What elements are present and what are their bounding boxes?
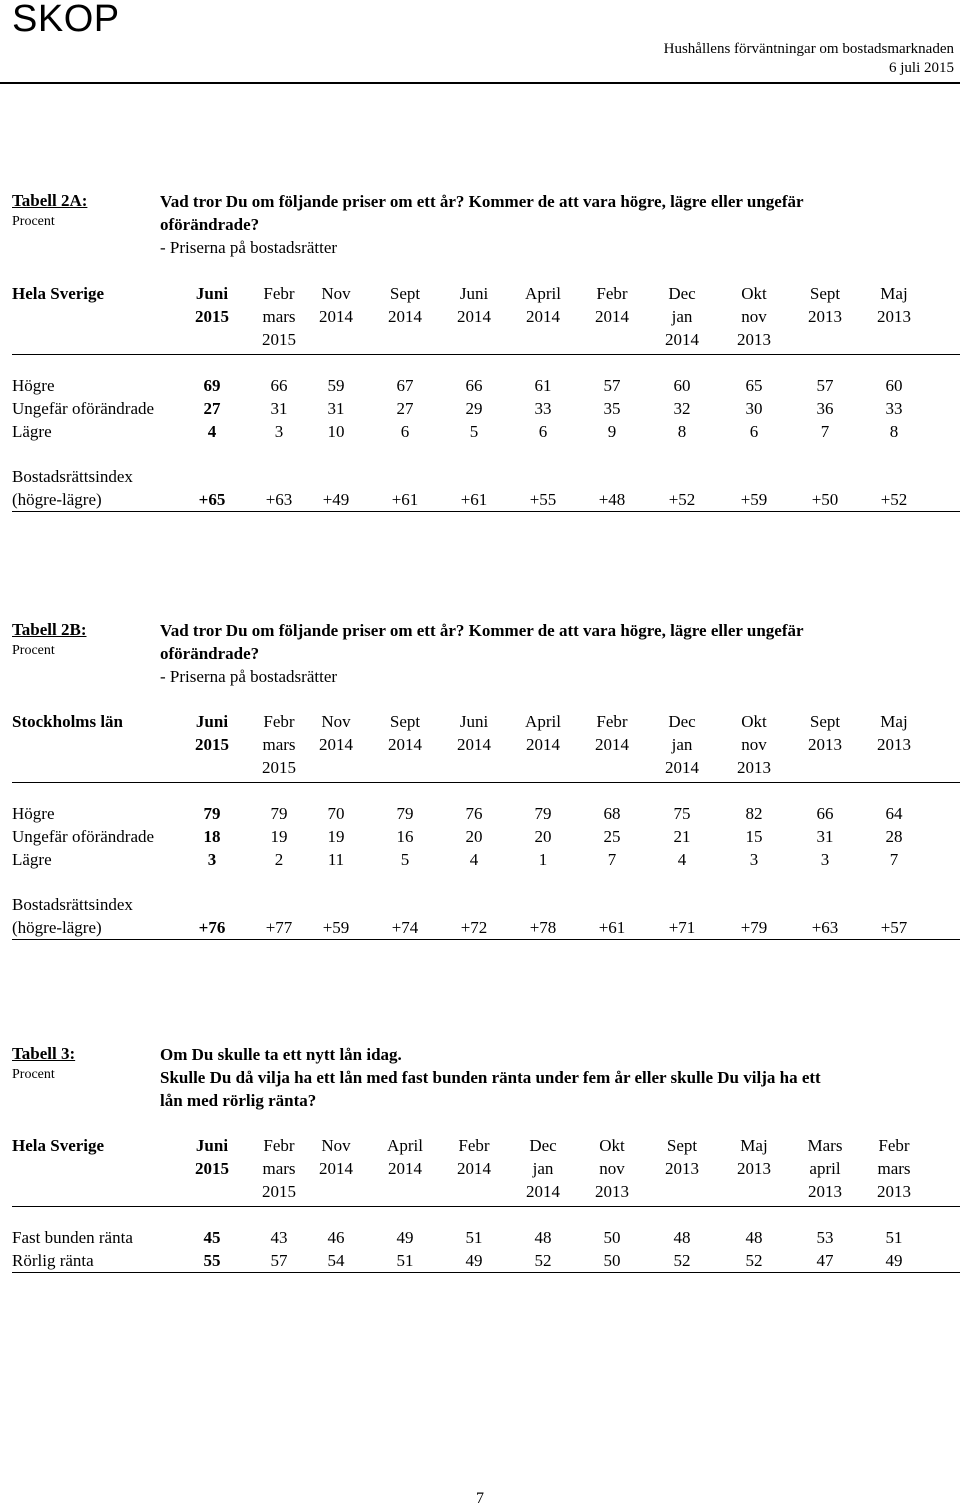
index-label: (högre-lägre): [12, 490, 102, 509]
column-header: [304, 282, 368, 351]
table-cell: 4: [677, 850, 687, 869]
table-cell: 79: [270, 804, 288, 823]
table-cell: 3: [820, 850, 830, 869]
table-cell: 9: [607, 422, 617, 441]
report-date: 6 juli 2015: [888, 60, 954, 76]
table-cell: 53: [816, 1228, 834, 1247]
table-cell: 7: [820, 422, 830, 441]
table-label: Tabell 3:: [12, 1044, 76, 1063]
table-cell: 57: [603, 376, 621, 395]
column-header-line: Nov: [321, 284, 351, 303]
column-header-line: Febr: [263, 284, 295, 303]
question-line: Vad tror Du om följande priser om ett år? Kommer de att vara högre, lägre eller ungefär: [160, 621, 804, 640]
index-row-label: [12, 465, 960, 488]
table-cell: 3: [749, 850, 759, 869]
column-header-line: 2013: [665, 1159, 699, 1178]
table-cell: 19: [270, 827, 288, 846]
table-cell: 52: [745, 1251, 763, 1270]
table-cell: 60: [885, 376, 903, 395]
table-cell: 60: [673, 376, 691, 395]
column-header-line: 2015: [262, 330, 296, 349]
table-cell: 29: [465, 399, 483, 418]
column-header: [722, 1134, 786, 1203]
table-cell: 11: [327, 850, 345, 869]
index-cell: +72: [460, 918, 488, 937]
column-header-line: [793, 328, 857, 351]
column-header-line: Mars: [807, 1136, 843, 1155]
column-header-line: [793, 756, 857, 779]
index-cell: +78: [529, 918, 557, 937]
table-cell: 46: [327, 1228, 345, 1247]
table-label: Tabell 2B:: [12, 620, 87, 639]
column-header: [247, 710, 311, 779]
column-header-line: [304, 756, 368, 779]
column-header-line: april: [809, 1159, 841, 1178]
table-bottom-rule: [12, 511, 960, 512]
header-rule: [0, 82, 960, 84]
column-header: [373, 710, 437, 779]
index-cell: +61: [391, 490, 419, 509]
index-cell: +59: [322, 918, 350, 937]
column-header: [511, 1134, 575, 1203]
column-header-line: 2014: [319, 307, 353, 326]
column-header-line: 2015: [195, 307, 229, 326]
column-header-line: mars: [877, 1159, 911, 1178]
table-header: [12, 710, 960, 783]
table-cell: 31: [270, 399, 288, 418]
table-cell: 6: [400, 422, 410, 441]
column-header: [247, 1134, 311, 1203]
table-cell: 49: [465, 1251, 483, 1270]
column-header: [793, 710, 857, 779]
index-cell: +63: [265, 490, 293, 509]
table-cell: 3: [207, 850, 217, 869]
column-header-line: nov: [741, 307, 767, 326]
column-header-line: Sept: [809, 284, 841, 303]
index-cell: +52: [668, 490, 696, 509]
table-cell: 20: [534, 827, 552, 846]
column-header-line: Juni: [195, 1136, 229, 1155]
column-header-line: mars: [262, 307, 296, 326]
column-header-line: [180, 1180, 244, 1203]
index-cell: +77: [265, 918, 293, 937]
index-label: Bostadsrättsindex: [12, 895, 133, 914]
index-cell: +49: [322, 490, 350, 509]
column-header-line: 2013: [808, 307, 842, 326]
column-header: [862, 1134, 926, 1203]
column-header-line: Sept: [666, 1136, 698, 1155]
column-header-line: Febr: [596, 712, 628, 731]
table-cell: 52: [673, 1251, 691, 1270]
table-cell: 48: [745, 1228, 763, 1247]
column-header-line: 2013: [877, 1182, 911, 1201]
question-line: lån med rörlig ränta?: [160, 1091, 317, 1110]
column-header: [304, 1134, 368, 1203]
column-header: [442, 282, 506, 351]
index-cell: +63: [811, 918, 839, 937]
column-header-line: 2014: [388, 1159, 422, 1178]
column-header: [862, 282, 926, 351]
column-header-line: 2013: [877, 735, 911, 754]
column-header-line: 2014: [319, 735, 353, 754]
column-header-line: 2013: [737, 330, 771, 349]
table-cell: 7: [889, 850, 899, 869]
column-header-line: 2014: [457, 307, 491, 326]
column-header: [862, 710, 926, 779]
question-line: Skulle Du då vilja ha ett lån med fast bunden ränta under fem år eller skulle Du vilja ha ett: [160, 1068, 821, 1087]
table-cell: 33: [885, 399, 903, 418]
column-header-line: 2014: [457, 735, 491, 754]
column-header: [650, 710, 714, 779]
column-header: [650, 282, 714, 351]
table-cell: 4: [469, 850, 479, 869]
table-cell: 66: [270, 376, 288, 395]
column-header-line: Dec: [668, 284, 696, 303]
index-cell: +50: [811, 490, 839, 509]
column-header-line: 2014: [665, 330, 699, 349]
index-cell: +61: [598, 918, 626, 937]
table-cell: 65: [745, 376, 763, 395]
index-cell: +48: [598, 490, 626, 509]
column-header-line: [180, 756, 244, 779]
column-header-line: mars: [262, 735, 296, 754]
index-cell: +71: [668, 918, 696, 937]
table-cell: 43: [270, 1228, 288, 1247]
column-header-line: [304, 328, 368, 351]
column-header-line: jan: [671, 307, 693, 326]
table-cell: 68: [603, 804, 621, 823]
index-cell: +55: [529, 490, 557, 509]
table-cell: 48: [534, 1228, 552, 1247]
column-header-line: 2014: [526, 307, 560, 326]
column-header-line: Maj: [880, 712, 908, 731]
column-header-line: Okt: [741, 712, 767, 731]
column-header: [650, 1134, 714, 1203]
column-header: [442, 710, 506, 779]
column-header: [180, 282, 244, 351]
region-label: Hela Sverige: [12, 1136, 105, 1155]
index-cell: +65: [198, 490, 226, 509]
column-header-line: [373, 328, 437, 351]
column-header-line: Juni: [195, 284, 229, 303]
column-header-line: 2015: [262, 1182, 296, 1201]
column-header-line: Dec: [529, 1136, 557, 1155]
table-cell: 82: [745, 804, 763, 823]
column-header-line: Febr: [263, 712, 295, 731]
table-cell: 19: [327, 827, 345, 846]
table-header: [12, 282, 960, 355]
column-header-line: April: [525, 712, 561, 731]
column-header-line: Dec: [668, 712, 696, 731]
table-cell: 10: [327, 422, 345, 441]
table-cell: 18: [203, 827, 221, 846]
column-header: [373, 282, 437, 351]
table-cell: 20: [465, 827, 483, 846]
column-header: [304, 710, 368, 779]
table-cell: 45: [203, 1228, 221, 1247]
column-header-line: 2015: [195, 1159, 229, 1178]
region-label: Stockholms län: [12, 712, 123, 731]
column-header-line: 2014: [457, 1159, 491, 1178]
column-header-line: 2013: [808, 735, 842, 754]
report-header: [664, 40, 954, 78]
row-label: Lägre: [12, 422, 52, 441]
column-header-line: jan: [671, 735, 693, 754]
row-label: Ungefär oförändrade: [12, 399, 155, 418]
column-header-line: April: [525, 284, 561, 303]
index-cell: +79: [740, 918, 768, 937]
row-label: Ungefär oförändrade: [12, 827, 155, 846]
table-cell: 48: [673, 1228, 691, 1247]
column-header-line: [304, 1180, 368, 1203]
column-header-line: [862, 328, 926, 351]
table-cell: 25: [603, 827, 621, 846]
column-header-line: 2014: [595, 307, 629, 326]
column-header-line: Maj: [740, 1136, 768, 1155]
index-row: [12, 488, 960, 511]
question-line: oförändrade?: [160, 644, 260, 663]
table-cell: 57: [270, 1251, 288, 1270]
column-header: [580, 282, 644, 351]
table-cell: 50: [603, 1251, 621, 1270]
column-header-line: [511, 756, 575, 779]
column-header: [580, 710, 644, 779]
question-subject: - Priserna på bostadsrätter: [160, 667, 338, 686]
index-cell: +59: [740, 490, 768, 509]
column-header-line: 2015: [262, 758, 296, 777]
table-row: [12, 397, 960, 420]
table-cell: 30: [745, 399, 763, 418]
table-cell: 8: [889, 422, 899, 441]
table-cell: 32: [673, 399, 691, 418]
question-line: oförändrade?: [160, 215, 260, 234]
index-cell: +61: [460, 490, 488, 509]
column-header: [511, 282, 575, 351]
table-cell: 66: [816, 804, 834, 823]
index-cell: +76: [198, 918, 226, 937]
column-header: [180, 1134, 244, 1203]
table-cell: 52: [534, 1251, 552, 1270]
table-cell: 49: [396, 1228, 414, 1247]
column-header-line: 2013: [737, 1159, 771, 1178]
table-cell: 51: [465, 1228, 483, 1247]
region-label: Hela Sverige: [12, 284, 105, 303]
table-cell: 31: [816, 827, 834, 846]
column-header-line: [580, 756, 644, 779]
table-row: [12, 420, 960, 443]
index-cell: +74: [391, 918, 419, 937]
table-cell: 6: [538, 422, 548, 441]
column-header-line: [650, 1180, 714, 1203]
column-header-line: Febr: [458, 1136, 490, 1155]
table-cell: 27: [396, 399, 414, 418]
question-subject: - Priserna på bostadsrätter: [160, 238, 338, 257]
column-header-line: [580, 328, 644, 351]
column-header-line: Okt: [741, 284, 767, 303]
table-cell: 79: [396, 804, 414, 823]
table-cell: 59: [327, 376, 345, 395]
column-header-line: Febr: [596, 284, 628, 303]
table-cell: 49: [885, 1251, 903, 1270]
column-header: [793, 282, 857, 351]
table-cell: 51: [885, 1228, 903, 1247]
column-header-line: 2015: [195, 735, 229, 754]
table-cell: 15: [745, 827, 763, 846]
column-header-line: 2014: [526, 1182, 560, 1201]
column-header-line: Nov: [321, 1136, 351, 1155]
column-header: [793, 1134, 857, 1203]
column-header-line: Okt: [599, 1136, 625, 1155]
column-header-line: April: [387, 1136, 423, 1155]
page-number: 7: [476, 1490, 484, 1507]
column-header-line: [373, 1180, 437, 1203]
column-header-line: Juni: [459, 284, 489, 303]
table-row: [12, 1226, 960, 1249]
table-cell: 4: [207, 422, 217, 441]
table-cell: 28: [885, 827, 903, 846]
table-cell: 21: [673, 827, 691, 846]
column-header-line: Sept: [389, 284, 421, 303]
column-header: [442, 1134, 506, 1203]
table-cell: 3: [274, 422, 284, 441]
column-header-line: nov: [599, 1159, 625, 1178]
table-cell: 76: [465, 804, 483, 823]
table-cell: 70: [327, 804, 345, 823]
row-label: Högre: [12, 804, 55, 823]
table-row: [12, 848, 960, 871]
skop-logo: SKOP: [12, 0, 120, 40]
column-header-line: 2013: [808, 1182, 842, 1201]
column-header: [180, 710, 244, 779]
column-header-line: 2014: [388, 735, 422, 754]
column-header-line: [180, 328, 244, 351]
table-cell: 7: [607, 850, 617, 869]
table-cell: 66: [465, 376, 483, 395]
index-cell: +52: [880, 490, 908, 509]
column-header-line: [862, 756, 926, 779]
table-question: [160, 190, 950, 259]
column-header-line: Sept: [389, 712, 421, 731]
table-question: [160, 619, 950, 688]
column-header-line: [373, 756, 437, 779]
table-cell: 6: [749, 422, 759, 441]
table-cell: 64: [885, 804, 903, 823]
column-header-line: [442, 756, 506, 779]
table-unit: Procent: [12, 1067, 55, 1082]
column-header-line: 2014: [595, 735, 629, 754]
column-header-line: 2013: [877, 307, 911, 326]
column-header-line: 2014: [526, 735, 560, 754]
row-label: Fast bunden ränta: [12, 1228, 133, 1247]
table-bottom-rule: [12, 1272, 960, 1273]
table-cell: 36: [816, 399, 834, 418]
table-unit: Procent: [12, 214, 55, 229]
table-cell: 27: [203, 399, 221, 418]
table-cell: 69: [203, 376, 221, 395]
table-cell: 54: [327, 1251, 345, 1270]
table-cell: 8: [677, 422, 687, 441]
table-cell: 51: [396, 1251, 414, 1270]
column-header-line: 2014: [388, 307, 422, 326]
question-line: Vad tror Du om följande priser om ett år? Kommer de att vara högre, lägre eller ungefär: [160, 192, 804, 211]
column-header-line: 2014: [665, 758, 699, 777]
row-label: Högre: [12, 376, 55, 395]
index-row: [12, 916, 960, 939]
column-header-line: Juni: [459, 712, 489, 731]
table-cell: 33: [534, 399, 552, 418]
index-row-label: [12, 893, 960, 916]
row-label: Lägre: [12, 850, 52, 869]
column-header-line: 2014: [319, 1159, 353, 1178]
table-cell: 47: [816, 1251, 834, 1270]
column-header-line: Febr: [878, 1136, 910, 1155]
table-cell: 50: [603, 1228, 621, 1247]
table-cell: 57: [816, 376, 834, 395]
table-cell: 35: [603, 399, 621, 418]
column-header: [373, 1134, 437, 1203]
table-cell: 1: [538, 850, 548, 869]
table-row: [12, 802, 960, 825]
table-cell: 5: [400, 850, 410, 869]
column-header-line: Nov: [321, 712, 351, 731]
column-header: [580, 1134, 644, 1203]
column-header-line: Maj: [880, 284, 908, 303]
table-header: [12, 1134, 960, 1207]
table-question: [160, 1043, 950, 1112]
table-label: Tabell 2A:: [12, 191, 88, 210]
column-header-line: [722, 1180, 786, 1203]
column-header-line: [442, 328, 506, 351]
table-cell: 2: [274, 850, 284, 869]
column-header-line: [511, 328, 575, 351]
table-cell: 67: [396, 376, 414, 395]
column-header-line: 2013: [737, 758, 771, 777]
question-line: Om Du skulle ta ett nytt lån idag.: [160, 1045, 402, 1064]
column-header: [722, 282, 786, 351]
table-cell: 75: [673, 804, 691, 823]
column-header-line: mars: [262, 1159, 296, 1178]
table-cell: 61: [534, 376, 552, 395]
table-cell: 79: [534, 804, 552, 823]
column-header-line: Sept: [809, 712, 841, 731]
table-row: [12, 374, 960, 397]
column-header-line: 2013: [595, 1182, 629, 1201]
table-cell: 55: [203, 1251, 221, 1270]
table-row: [12, 1249, 960, 1272]
table-row: [12, 825, 960, 848]
column-header: [247, 282, 311, 351]
table-cell: 79: [203, 804, 221, 823]
index-label: Bostadsrättsindex: [12, 467, 133, 486]
table-bottom-rule: [12, 939, 960, 940]
index-cell: +57: [880, 918, 908, 937]
column-header-line: Febr: [263, 1136, 295, 1155]
row-label: Rörlig ränta: [12, 1251, 94, 1270]
table-cell: 16: [396, 827, 414, 846]
column-header-line: jan: [532, 1159, 554, 1178]
column-header-line: nov: [741, 735, 767, 754]
column-header: [722, 710, 786, 779]
table-cell: 31: [327, 399, 345, 418]
report-title: Hushållens förväntningar om bostadsmarknaden: [663, 41, 954, 57]
column-header: [511, 710, 575, 779]
index-label: (högre-lägre): [12, 918, 102, 937]
table-unit: Procent: [12, 643, 55, 658]
table-cell: 5: [469, 422, 479, 441]
column-header-line: Juni: [195, 712, 229, 731]
column-header-line: [442, 1180, 506, 1203]
